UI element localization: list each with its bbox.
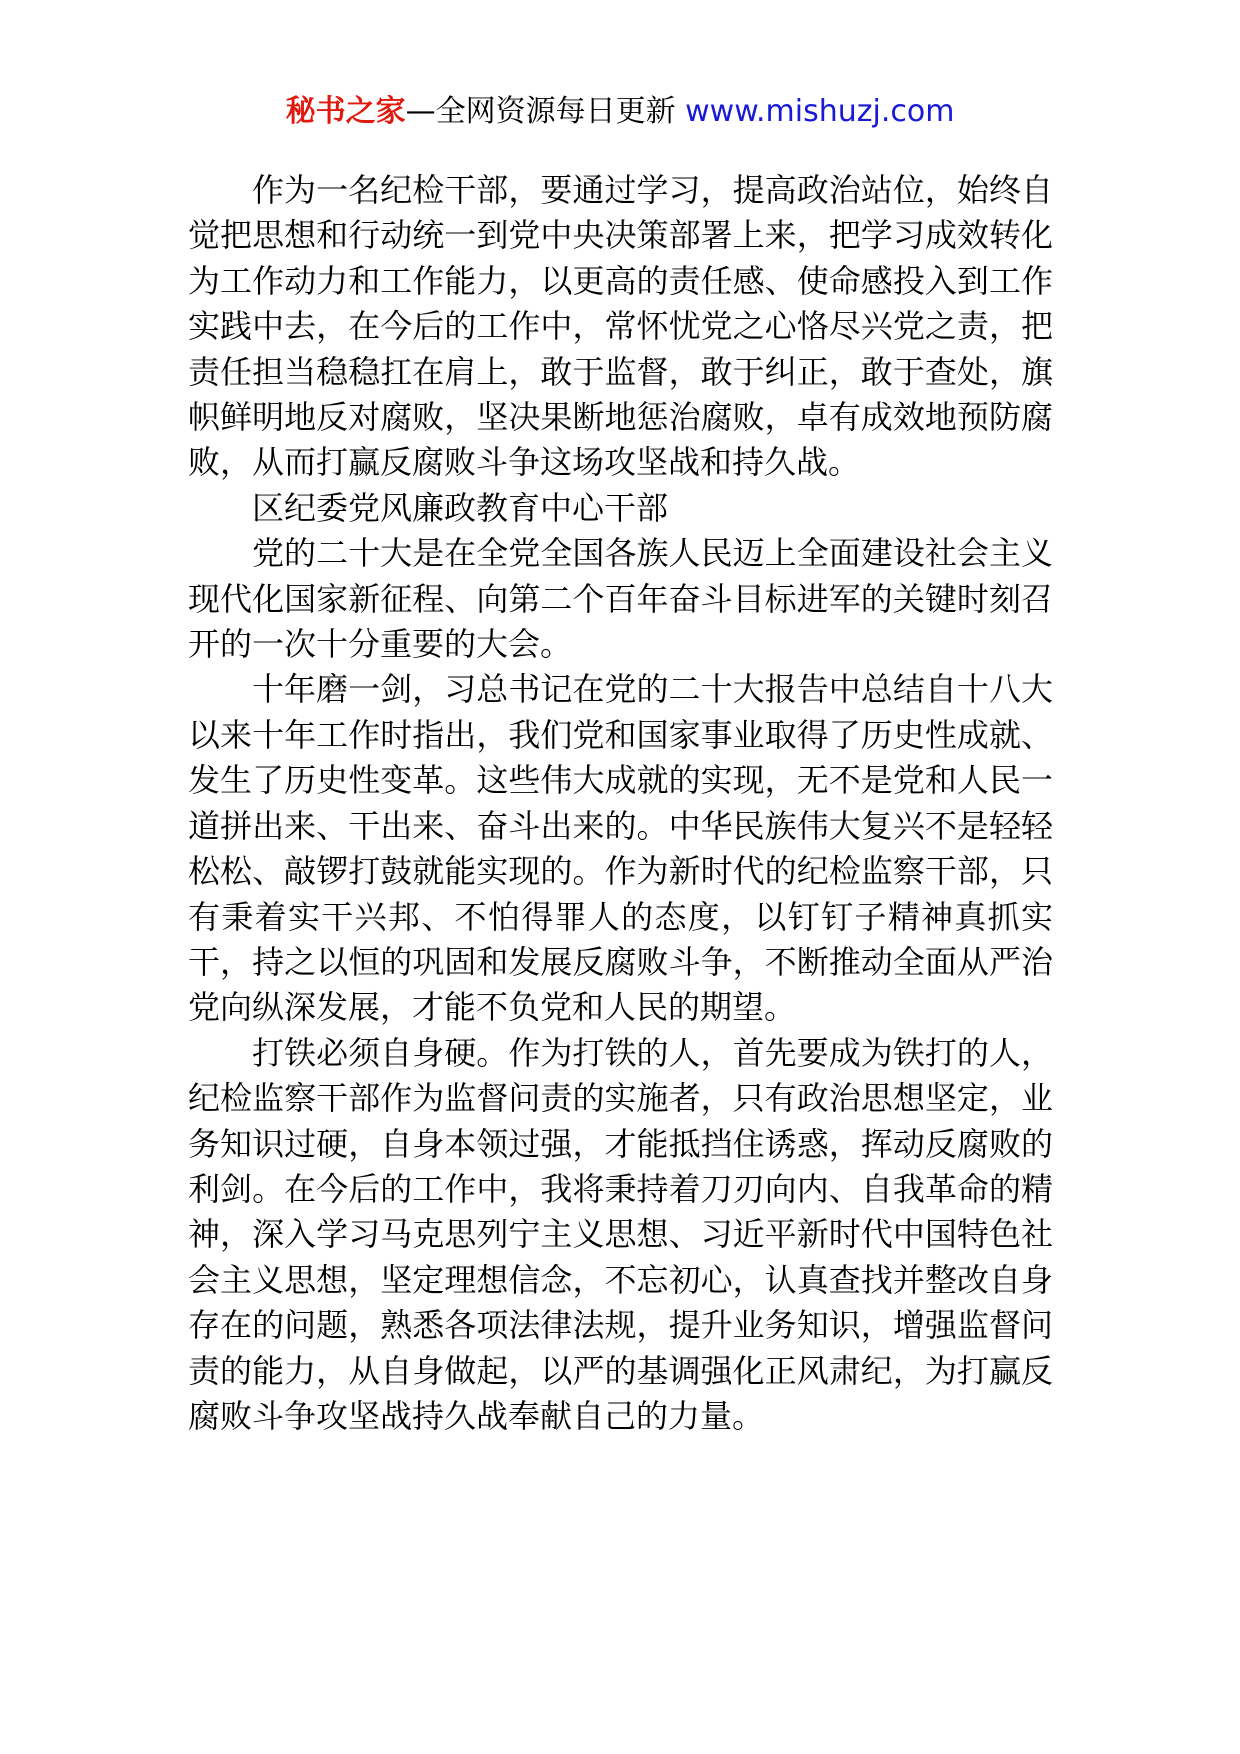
header-tagline: —全网资源每日更新 (405, 94, 676, 129)
paragraph: 打铁必须自身硬。作为打铁的人，首先要成为铁打的人，纪检监察干部作为监督问责的实施者，只有政治思想坚定，业务知识过硬，自身本领过强，才能抵挡住诱惑，挥动反腐败的利剑。在今后的工作中，我将秉持着刀刃向内、自我革命的精神，深入学习马克思列宁主义思想、习近平新时代中国特色社会主义思想，坚定理想信念，不忘初心，认真查找并整改自身存在的问题，熟悉各项法律法规，提升业务知识，增强监督问责的能力，从自身做起，以严的基调强化正风肃纪，为打赢反腐败斗争攻坚战持久战奉献自己的力量。 (188, 1033, 1053, 1435)
paragraph: 十年磨一剑，习总书记在党的二十大报告中总结自十八大以来十年工作时指出，我们党和国家事业取得了历史性成就、发生了历史性变革。这些伟大成就的实现，无不是党和人民一道拼出来、干出来、奋斗出来的。中华民族伟大复兴不是轻轻松松、敲锣打鼓就能实现的。作为新时代的纪检监察干部，只有秉着实干兴邦、不怕得罪人的态度，以钉钉子精神真抓实干，持之以恒的巩固和发展反腐败斗争，不断推动全面从严治党向纵深发展，才能不负党和人民的期望。 (188, 670, 1053, 1027)
paragraph: 党的二十大是在全党全国各族人民迈上全面建设社会主义现代化国家新征程、向第二个百年奋斗目标进军的关键时刻召开的一次十分重要的大会。 (188, 534, 1053, 664)
author-line: 区纪委党风廉政教育中心干部 (252, 488, 669, 527)
paragraph: 作为一名纪检干部，要通过学习，提高政治站位，始终自觉把思想和行动统一到党中央决策部署上来，把学习成效转化为工作动力和工作能力，以更高的责任感、使命感投入到工作实践中去，在今后的工作中，常怀忧党之心恪尽兴党之责，把责任担当稳稳扛在肩上，敢于监督，敢于纠正，敢于查处，旗帜鲜明地反对腐败，坚决果断地惩治腐败，卓有成效地预防腐败，从而打赢反腐败斗争这场攻坚战和持久战。 (188, 171, 1053, 482)
page-header (0, 92, 1240, 132)
website-url[interactable]: www.mishuzj.com (685, 94, 955, 129)
brand-name: 秘书之家 (285, 94, 406, 129)
document-body (188, 168, 1053, 1439)
